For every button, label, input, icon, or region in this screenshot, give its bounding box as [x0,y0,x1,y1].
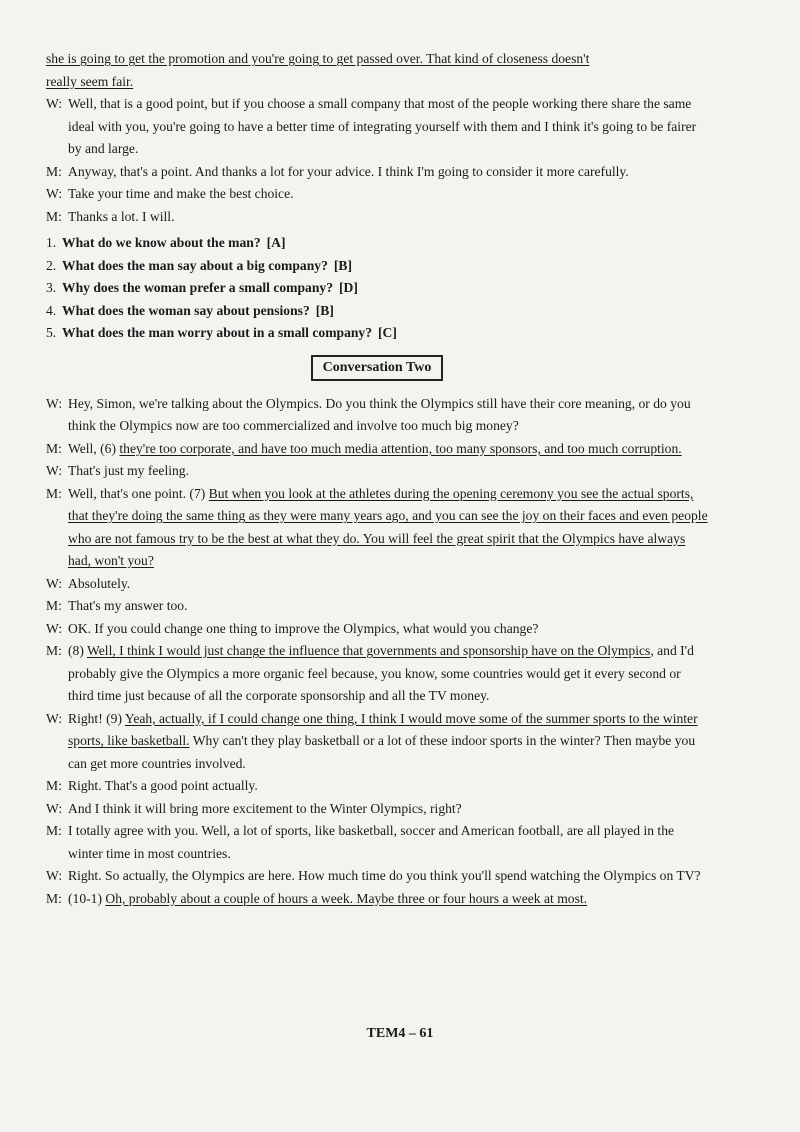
dialogue-text: That's my answer too. [68,598,188,613]
continued-line-2 [46,71,708,94]
dialogue-turn [46,775,708,798]
dialogue-turn [46,483,708,573]
speaker-label: W: [46,463,63,478]
section-heading: Conversation Two [311,355,444,381]
blank-marker: (8) [68,643,88,658]
dialogue-turn [46,820,708,865]
question-list [46,232,708,345]
dialogue-turn [46,618,708,641]
dialogue-text: Hey, Simon, we're talking about the Olympics. Do you think the Olympics still have their core meaning, or do you think the Olympics now are too commercialized and involve too much big money? [68,395,691,433]
dialogue-text: Right. So actually, the Olympics are here. How much time do you think you'll spend watching the Olympics on TV? [68,868,701,883]
speaker-label: M: [46,778,62,793]
underlined-answer-text: But when you look at the athletes during the opening ceremony you see the actual sports, that they're doing the same thing as they were many years ago, and you can see the joy on their faces and even people who are not famous try to be the best at what they do. You will feel the great spirit that the Olympics have always had, won't you? [68,485,708,568]
question-text: Why does the woman prefer a small company? [62,280,333,295]
dialogue-text: Take your time and make the best choice. [68,186,294,201]
question-text: What does the woman say about pensions? [62,302,310,318]
dialogue-text: And I think it will bring more excitement to the Winter Olympics, right? [68,800,462,816]
dialogue-text [68,640,708,708]
question-item [46,232,708,255]
dialogue-text-tail: Why can't they play basketball or a lot of these indoor sports in the winter? Then maybe you can get more countries involved. [68,733,696,771]
answer-key: [C] [378,325,397,340]
underlined-answer-text: Well, I think I would just change the influence that governments and sponsorship have on the Olympics [87,643,651,658]
question-number: 2. [46,257,57,273]
answer-key: [D] [339,280,358,295]
dialogue-turn [46,460,708,483]
dialogue-text [68,888,708,911]
underlined-answer-text: they're too corporate, and have too much media attention, too many sponsors, and too much corruption. [119,440,682,456]
dialogue-turn [46,438,708,461]
question-item [46,300,708,323]
dialogue-text: I totally agree with you. Well, a lot of sports, like basketball, soccer and American football, are all played in the winter time in most countries. [68,823,675,861]
speaker-label: M: [46,598,62,613]
dialogue-turn [46,573,708,596]
speaker-label: M: [46,440,62,456]
question-number: 3. [46,280,57,295]
dialogue-text: Absolutely. [68,575,131,591]
speaker-label: W: [46,620,63,636]
blank-marker: Well, (6) [68,440,120,456]
question-number: 5. [46,325,57,340]
speaker-label: M: [46,890,62,906]
dialogue-text-tail: , and I'd probably give the Olympics a more organic feel because, you know, some countries would get it every second or third time just because of all the corporate sponsorship and all the TV money. [68,643,694,703]
underlined-answer-text: she is going to get the promotion and you're going to get passed over. That kind of closeness doesn't [46,51,590,66]
speaker-label: M: [46,208,62,224]
speaker-label: M: [46,485,62,501]
dialogue-text [68,438,708,461]
speaker-label: W: [46,868,63,883]
dialogue-turn [46,708,708,776]
question-item [46,255,708,278]
speaker-label: M: [46,163,62,179]
dialogue-turn [46,161,708,184]
underlined-answer-text: Yeah, actually, if I could change one thing, I think I would move some of the summer sports to the winter sports, like basketball. [68,710,698,748]
blank-marker: Right! (9) [68,710,125,726]
dialogue-turn [46,595,708,618]
speaker-label: M: [46,823,62,838]
continued-line-1 [46,48,708,71]
page-footer: TEM4 – 61 [366,1026,434,1041]
underlined-answer-text: Oh, probably about a couple of hours a week. Maybe three or four hours a week at most. [105,890,588,906]
question-text: What does the man say about a big company? [62,257,328,273]
dialogue-turn [46,393,708,438]
dialogue-turn [46,183,708,206]
speaker-label: W: [46,186,63,201]
speaker-label: W: [46,710,63,726]
speaker-label: W: [46,395,63,411]
answer-key: [A] [266,235,286,250]
dialogue-turn [46,93,708,161]
answer-key: [B] [333,257,352,273]
speaker-label: M: [46,643,62,658]
speaker-label: W: [46,575,63,591]
speaker-label: W: [46,96,63,111]
dialogue-text: Anyway, that's a point. And thanks a lot for your advice. I think I'm going to consider it more carefully. [68,163,629,179]
question-text: What do we know about the man? [62,235,261,250]
blank-marker: (10-1) [68,890,106,906]
question-item [46,277,708,300]
dialogue-text: OK. If you could change one thing to improve the Olympics, what would you change? [68,620,539,636]
dialogue-turn [46,888,708,911]
blank-marker: Well, that's one point. (7) [68,485,209,501]
dialogue-turn [46,640,708,708]
dialogue-turn [46,798,708,821]
question-number: 4. [46,302,57,318]
question-number: 1. [46,235,57,250]
dialogue-turn [46,206,708,229]
dialogue-text: That's just my feeling. [68,463,189,478]
question-text: What does the man worry about in a small company? [62,325,373,340]
answer-key: [B] [315,302,334,318]
question-item [46,322,708,345]
dialogue-turn [46,865,708,888]
dialogue-text [68,483,708,573]
speaker-label: W: [46,800,63,816]
section-heading-wrap [46,355,708,381]
dialogue-text: Thanks a lot. I will. [68,208,175,224]
underlined-answer-text: really seem fair. [46,73,134,89]
dialogue-text: Right. That's a good point actually. [68,778,258,793]
dialogue-text [68,708,708,776]
dialogue-text: Well, that is a good point, but if you choose a small company that most of the people working there share the same ideal with you, you're going to have a better time of integrating yourself with them and I think it's going to be fairer by and large. [68,96,697,156]
